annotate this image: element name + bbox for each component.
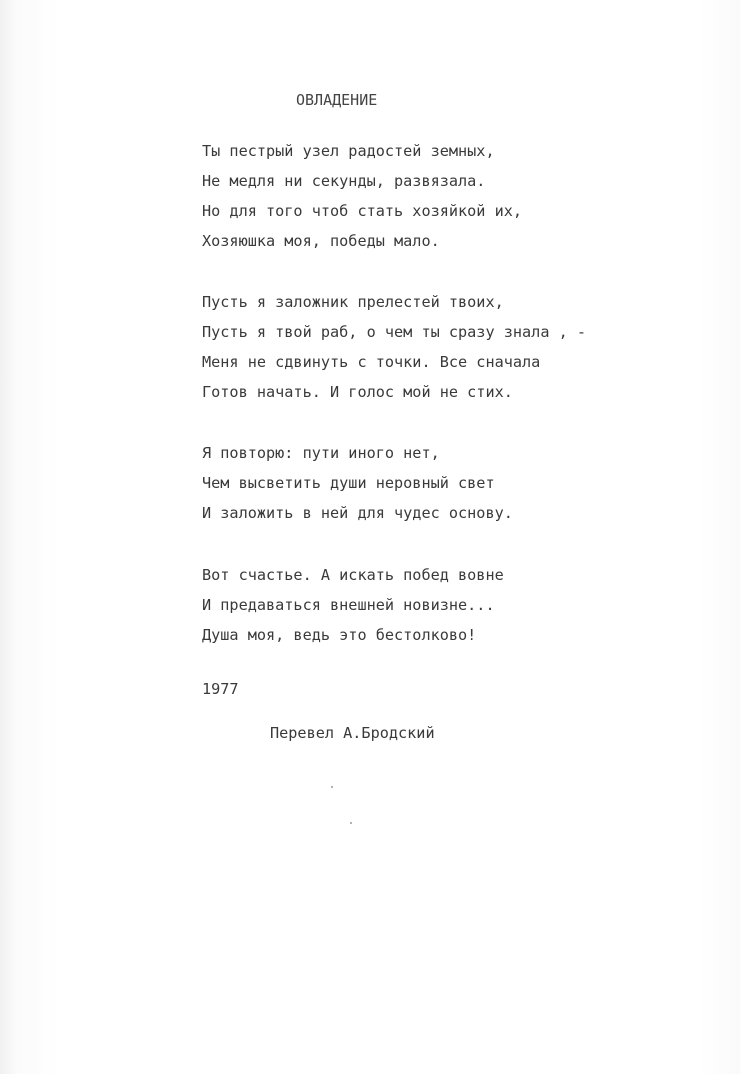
poem-line: Не медля ни секунды, развязала.: [202, 172, 486, 190]
paper-speck: [350, 822, 352, 824]
poem-line: Чем высветить души неровный свет: [202, 474, 495, 492]
poem-line: И предаваться внешней новизне...: [202, 596, 495, 614]
poem-line: Готов начать. И голос мой не стих.: [202, 383, 513, 401]
translator-credit: Перевел А.Бродский: [270, 724, 435, 742]
stanza-2: [202, 287, 586, 407]
poem-line: Ты пестрый узел радостей земных,: [202, 142, 495, 160]
poem-line: Вот счастье. А искать побед вовне: [202, 566, 504, 584]
poem-line: Я повторю: пути иного нет,: [202, 444, 440, 462]
paper-speck: [331, 786, 333, 788]
stanza-3: [202, 438, 513, 528]
poem-title: ОВЛАДЕНИЕ: [296, 91, 378, 109]
poem-line: Душа моя, ведь это бестолково!: [202, 626, 477, 644]
poem-line: Меня не сдвинуть с точки. Все сначала: [202, 353, 541, 371]
stanza-1: [202, 136, 522, 256]
poem-line: Пусть я заложник прелестей твоих,: [202, 293, 504, 311]
poem-line: Пусть я твой раб, о чем ты сразу знала , -: [202, 323, 587, 341]
poem-line: Но для того чтоб стать хозяйкой их,: [202, 202, 523, 220]
poem-line: Хозяюшка моя, победы мало.: [202, 232, 440, 250]
poem-year: 1977: [202, 680, 239, 698]
poem-line: И заложить в ней для чудес основу.: [202, 504, 513, 522]
stanza-4: [202, 560, 504, 650]
